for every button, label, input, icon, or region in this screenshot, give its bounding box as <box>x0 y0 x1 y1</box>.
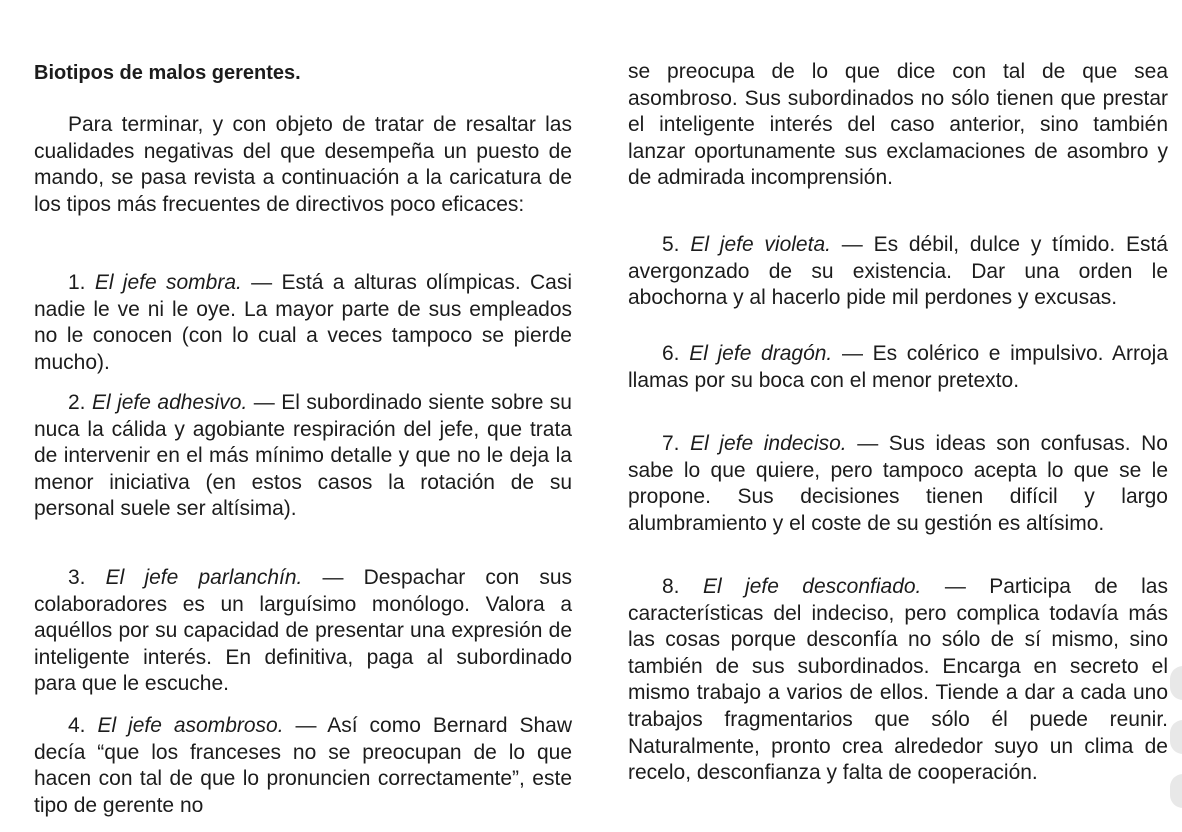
list-item-6 <box>628 341 1168 394</box>
section-heading: Biotipos de malos gerentes. <box>34 62 301 84</box>
list-item-3 <box>34 565 572 698</box>
em-dash: — <box>322 566 344 589</box>
item-text: Así como Bernard Shaw decía “que los franceses no se preocupan de lo que hacen con tal de que lo pronuncien correctamente”, este tipo de gerente no <box>34 714 572 817</box>
item-term: El jefe indeciso. <box>690 432 847 455</box>
item-term: El jefe parlanchín. <box>105 566 303 589</box>
item-number: 1. <box>68 271 86 294</box>
item-4-continuation: se preocupa de lo que dice con tal de que sea asombroso. Sus subordinados no sólo tienen que prestar el inteligente interés del caso anterior, sino también lanzar oportunamente sus exclamaciones de asombro y de admirada incomprensión. <box>628 60 1168 190</box>
item-term: El jefe violeta. <box>690 233 831 256</box>
item-number: 4. <box>68 714 86 737</box>
list-item-5 <box>628 232 1168 312</box>
item-term: El jefe dragón. <box>689 342 833 365</box>
item-number: 6. <box>662 342 680 365</box>
page-edge-tab <box>1170 774 1182 808</box>
list-item-1 <box>34 270 572 376</box>
list-item-4 <box>34 713 572 819</box>
item-text: Participa de las características del indeciso, pero complica todavía más las cosas porque desconfía no sólo de sí mismo, sino también de sus subordinados. Encarga en secreto el mismo trabajo a varios de ellos. Tiende a dar a cada uno trabajos fragmentarios que sólo él puede reunir. Naturalmente, pronto crea alrededor suyo un clima de recelo, desconfianza y falta de cooperación. <box>628 575 1168 785</box>
em-dash: — <box>841 342 863 365</box>
item-number: 5. <box>662 233 680 256</box>
item-text: Sus ideas son confusas. No sabe lo que quiere, pero tampoco acepta lo que se le propone. Sus decisiones tienen difícil y largo alumbramiento y el coste de su gestión es altísimo. <box>628 432 1168 535</box>
em-dash: — <box>295 714 317 737</box>
list-item-8 <box>628 574 1168 787</box>
em-dash: — <box>944 575 966 598</box>
item-number: 8. <box>662 575 680 598</box>
intro-paragraph: Para terminar, y con objeto de tratar de resaltar las cualidades negativas del que desempeña un puesto de mando, se pasa revista a continuación a la caricatura de los tipos más frecuentes de directivos poco eficaces: <box>34 113 572 216</box>
item-number: 7. <box>662 432 680 455</box>
page-edge-tab <box>1170 720 1182 754</box>
item-term: El jefe desconfiado. <box>702 575 922 598</box>
item-term: El jefe sombra. <box>94 271 242 294</box>
item-text: Despachar con sus colaboradores es un larguísimo monólogo. Valora a aquéllos por su capacidad de presentar una expresión de inteligente interés. En definitiva, paga al subordinado para que le escuche. <box>34 566 572 696</box>
item-text: El subordinado siente sobre su nuca la cálida y agobiante respiración del jefe, que trata de intervenir en el más mínimo detalle y que no le deja la menor iniciativa (en estos casos la rotación de su personal suele ser altísima). <box>34 391 572 521</box>
page-edge-tab <box>1170 666 1182 700</box>
em-dash: — <box>251 271 273 294</box>
item-term: El jefe adhesivo. <box>91 391 248 414</box>
em-dash: — <box>253 391 275 414</box>
item-term: El jefe asombroso. <box>97 714 284 737</box>
list-item-2 <box>34 390 572 523</box>
list-item-7 <box>628 431 1168 537</box>
em-dash: — <box>857 432 879 455</box>
item-text: Es débil, dulce y tímido. Está avergonzado de su existencia. Dar una orden le abochorna y al hacerlo pide mil perdones y excusas. <box>628 233 1168 310</box>
em-dash: — <box>841 233 863 256</box>
item-number: 2. <box>68 391 86 414</box>
item-number: 3. <box>68 566 86 589</box>
item-text: Está a alturas olímpicas. Casi nadie le ve ni le oye. La mayor parte de sus empleados no le conocen (con lo cual a veces tampoco se pierde mucho). <box>34 271 572 374</box>
item-text: Es colérico e impulsivo. Arroja llamas por su boca con el menor pretexto. <box>628 342 1169 392</box>
